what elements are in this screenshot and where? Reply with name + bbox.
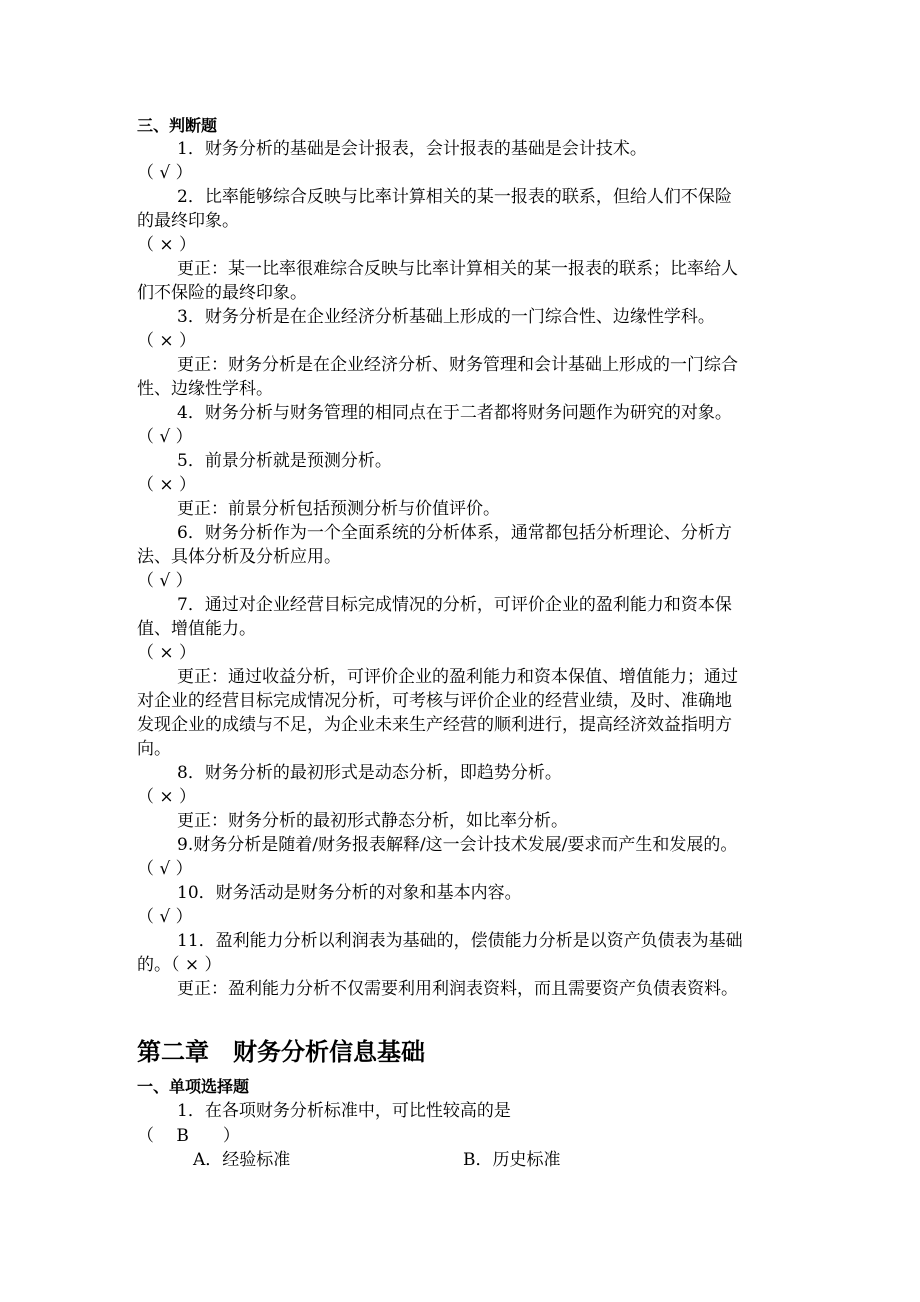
question-7-cont: 值、增值能力。 <box>137 619 256 639</box>
question-3: 3．财务分析是在企业经济分析基础上形成的一门综合性、边缘性学科。 <box>177 307 715 327</box>
correction-3: 更正：财务分析是在企业经济分析、财务管理和会计基础上形成的一门综合 <box>177 355 738 375</box>
question-1: 1．财务分析的基础是会计报表，会计报表的基础是会计技术。 <box>177 139 647 159</box>
answer-2: （ × ） <box>137 235 197 255</box>
correction-2: 更正：某一比率很难综合反映与比率计算相关的某一报表的联系；比率给人 <box>177 259 738 279</box>
section-heading: 三、判断题 <box>137 116 218 135</box>
correction-7: 更正：通过收益分析，可评价企业的盈利能力和资本保值、增值能力；通过 <box>177 667 738 687</box>
answer-9: （ √ ） <box>137 859 193 879</box>
correction-7-cont2: 发现企业的成绩与不足，为企业未来生产经营的顺利进行，提高经济效益指明方 <box>137 715 732 735</box>
question-10: 10．财务活动是财务分析的对象和基本内容。 <box>177 883 522 903</box>
answer-5: （ × ） <box>137 475 197 495</box>
correction-11: 更正：盈利能力分析不仅需要利用利润表资料，而且需要资产负债表资料。 <box>177 979 738 999</box>
question-7: 7．通过对企业经营目标完成情况的分析，可评价企业的盈利能力和资本保 <box>177 595 732 615</box>
answer-1: （ √ ） <box>137 163 193 183</box>
question-c2-1: 1．在各项财务分析标准中，可比性较高的是 <box>177 1101 511 1121</box>
question-11: 11．盈利能力分析以利润表为基础的，偿债能力分析是以资产负债表为基础 <box>177 931 743 951</box>
section-heading-2: 一、单项选择题 <box>137 1077 250 1096</box>
question-6: 6．财务分析作为一个全面系统的分析体系，通常都包括分析理论、分析方 <box>177 523 732 543</box>
correction-8: 更正：财务分析的最初形式静态分析，如比率分析。 <box>177 811 568 831</box>
answer-6: （ √ ） <box>137 571 193 591</box>
answer-7: （ × ） <box>137 643 197 663</box>
answer-10: （ √ ） <box>137 907 193 927</box>
answer-8: （ × ） <box>137 787 197 807</box>
correction-2-cont: 们不保险的最终印象。 <box>137 283 307 303</box>
question-8: 8．财务分析的最初形式是动态分析，即趋势分析。 <box>177 763 562 783</box>
option-a: A．经验标准 <box>193 1150 291 1170</box>
correction-5: 更正：前景分析包括预测分析与价值评价。 <box>177 499 500 519</box>
answer-c2-1: （ B ） <box>137 1126 240 1146</box>
answer-3: （ × ） <box>137 331 197 351</box>
question-4: 4．财务分析与财务管理的相同点在于二者都将财务问题作为研究的对象。 <box>177 403 732 423</box>
chapter-title: 第二章 财务分析信息基础 <box>137 1038 425 1066</box>
question-6-cont: 法、具体分析及分析应用。 <box>137 547 341 567</box>
correction-7-cont3: 向。 <box>137 739 171 759</box>
question-2: 2．比率能够综合反映与比率计算相关的某一报表的联系，但给人们不保险 <box>177 187 732 207</box>
question-11-cont: 的。（ × ） <box>137 955 222 975</box>
correction-3-cont: 性、边缘性学科。 <box>137 379 273 399</box>
question-5: 5．前景分析就是预测分析。 <box>177 451 392 471</box>
answer-4: （ √ ） <box>137 427 193 447</box>
correction-7-cont1: 对企业的经营目标完成情况分析，可考核与评价企业的经营业绩，及时、准确地 <box>137 691 732 711</box>
question-2-cont: 的最终印象。 <box>137 211 239 231</box>
option-b: B．历史标准 <box>463 1150 561 1170</box>
question-9: 9.财务分析是随着/财务报表解释/这一会计技术发展/要求而产生和发展的。 <box>177 835 738 855</box>
